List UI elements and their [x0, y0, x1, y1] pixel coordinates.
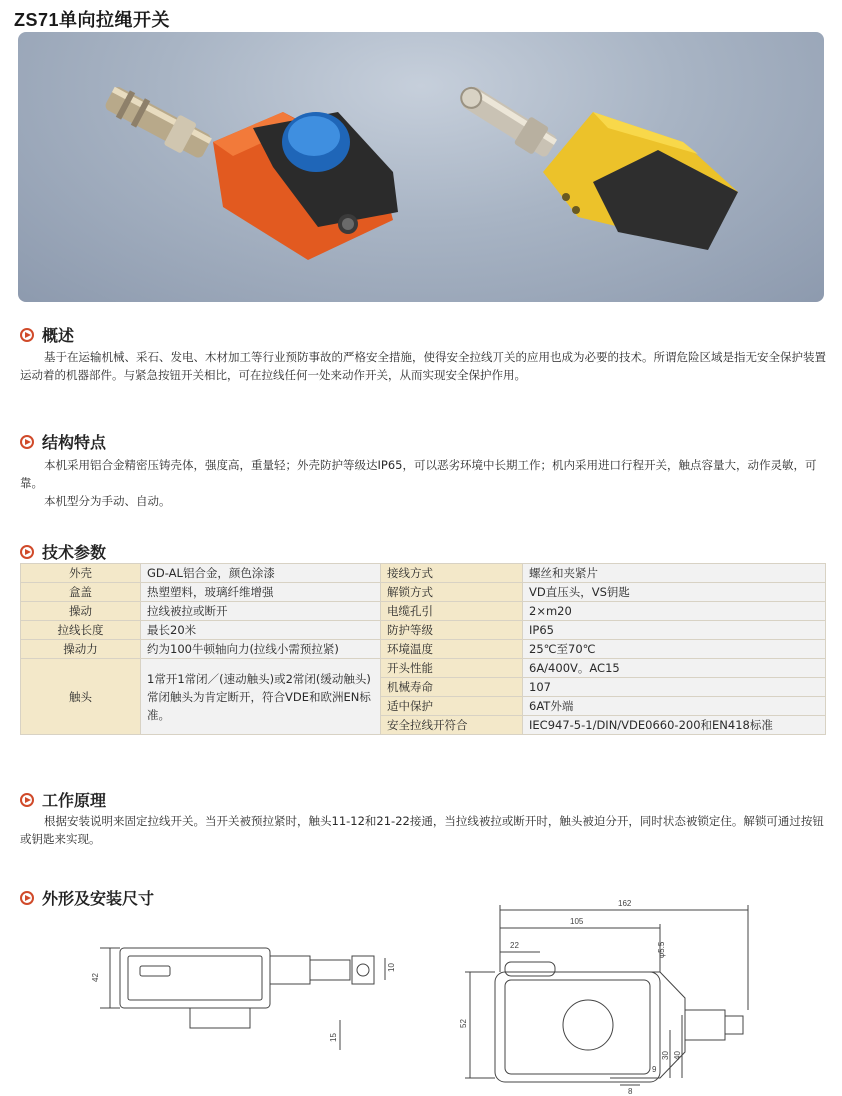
table-row: 操动力 约为100牛顿轴向力(拉线小需预拉紧) 环境温度 25℃至70℃: [21, 640, 826, 659]
dim-42: 42: [91, 973, 100, 982]
dim-9: 9: [652, 1065, 657, 1074]
dim-10: 10: [387, 963, 396, 972]
dim-8: 8: [628, 1087, 633, 1096]
dim-phi55: φ5.5: [657, 941, 666, 958]
dim-22: 22: [510, 941, 519, 950]
play-bullet-icon: [20, 435, 34, 449]
section-params-heading: 技术参数: [20, 540, 106, 563]
table-row: 安全拉线开符合 IEC947-5-1/DIN/VDE0660-200和EN418标准: [21, 716, 826, 735]
page-title: ZS71单向拉绳开关: [14, 10, 171, 30]
dim-52: 52: [459, 1019, 468, 1028]
dimension-drawings: [0, 880, 842, 1096]
table-row: 外壳 GD-AL铝合金，颜色涂漆 接线方式 螺丝和夹紧片: [21, 564, 826, 583]
play-bullet-icon: [20, 793, 34, 807]
table-row: 机械寿命 107: [21, 678, 826, 697]
section-structure-heading: 结构特点: [20, 430, 106, 453]
play-bullet-icon: [20, 328, 34, 342]
orange-switch-image: [102, 82, 398, 260]
table-row: 适中保护 6AT外端: [21, 697, 826, 716]
play-bullet-icon: [20, 545, 34, 559]
dim-40: 40: [673, 1051, 682, 1060]
section-overview-heading: 概述: [20, 323, 74, 346]
dim-15: 15: [329, 1033, 338, 1042]
section-principle-heading: 工作原理: [20, 788, 106, 811]
dim-105: 105: [570, 917, 584, 926]
table-row: 盒盖 热塑塑料，玻璃纤维增强 解锁方式 VD直压头，VS钥匙: [21, 583, 826, 602]
product-photo: [18, 32, 824, 302]
top-view-drawing: [465, 905, 748, 1085]
table-row: 拉线长度 最长20米 防护等级 IP65: [21, 621, 826, 640]
dim-30: 30: [661, 1051, 670, 1060]
dim-162: 162: [618, 899, 632, 908]
structure-text: 本机采用铝合金精密压铸壳体，强度高，重量轻；外壳防护等级达IP65，可以恶劣环境中长期工作；机内采用进口行程开关，触点容量大，动作灵敏，可靠。: [20, 458, 817, 490]
side-view-drawing: [100, 948, 385, 1050]
structure-text-2: 本机型分为手动、自动。: [44, 494, 171, 508]
table-row: 触头 1常开1常闭／(速动触头)或2常闭(缓动触头)常闭触头为肯定断开，符合VDE和欧洲EN标准。 开头性能 6A/400V。AC15: [21, 659, 826, 678]
section-dimensions-heading: 外形及安装尺寸: [20, 886, 154, 909]
overview-text: 基于在运输机械、采石、发电、木材加工等行业预防事故的严格安全措施，使得安全拉线丌关的应用也成为必要的技术。所谓危险区域是指无安全保护装置运动着的机器部件。与紧急按钮开关相比，可在拉线任何一处来动作开关，从而实现安全保护作用。: [20, 350, 826, 382]
spec-table: [20, 563, 826, 735]
yellow-switch-image: [454, 79, 738, 250]
principle-text: 根据安装说明来固定拉线开关。当开关被预拉紧时，触头11-12和21-22接通，当拉线被拉或断开时，触头被迫分开，同时状态被锁定住。解锁可通过按钮或钥匙来实现。: [20, 814, 824, 846]
table-row: 操动 拉线被拉或断开 电缆孔引 2×m20: [21, 602, 826, 621]
